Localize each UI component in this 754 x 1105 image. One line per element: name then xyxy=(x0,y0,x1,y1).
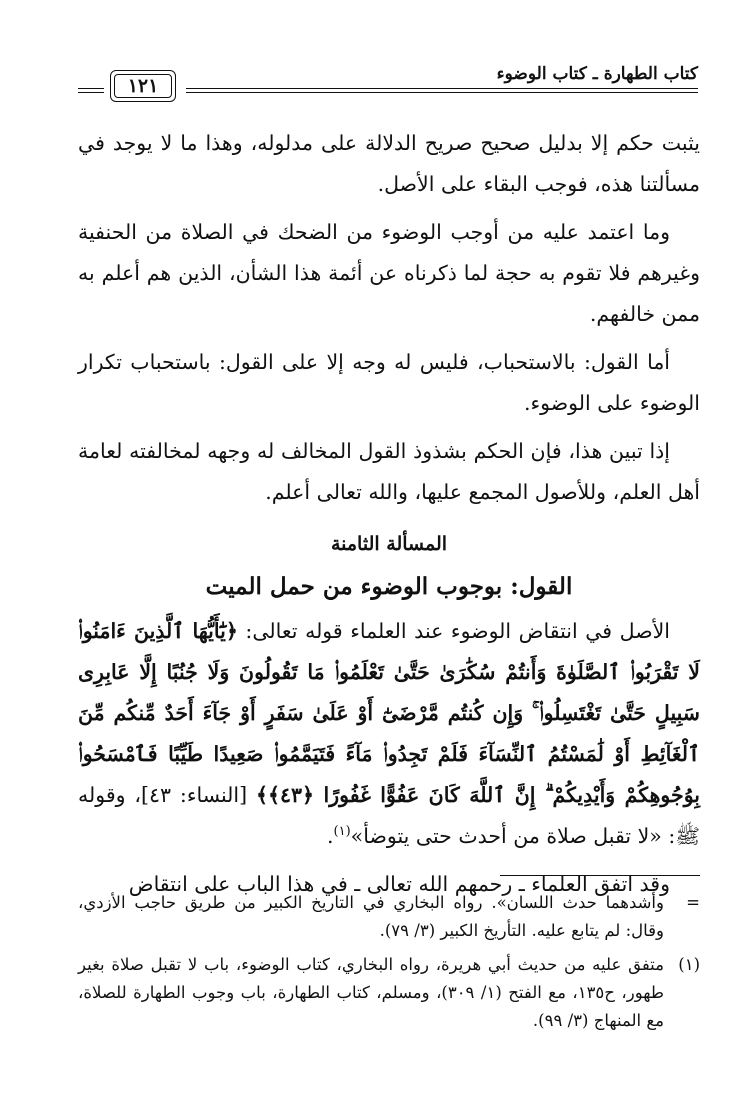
main-text xyxy=(78,123,700,912)
paragraph-2: وما اعتمد عليه من أوجب الوضوء من الضحك في الصلاة من الحنفية وغيرهم فلا تقوم به حجة لما ذكرناه عن أئمة هذا الشأن، الذين هم أعلم به ممن خالفهم. xyxy=(78,220,700,326)
footnote-text: متفق عليه من حديث أبي هريرة، رواه البخاري، كتاب الوضوء، باب لا تقبل صلاة بغير طهور، ح١٣٥، مع الفتح (١/ ٣٠٩)، ومسلم، كتاب الطهارة، باب وجوب الطهارة للصلاة، مع المنهاج (٣/ ٩٩). xyxy=(78,955,664,1030)
footnote-text: وأشدهما حدث اللسان». رواه البخاري في التاريخ الكبير من طريق حاجب الأزدي، وقال: لم يتابع عليه. التأريخ الكبير (٣/ ٧٩). xyxy=(78,893,664,940)
paragraph-5 xyxy=(78,611,700,857)
paragraph-5-intro: الأصل في انتقاض الوضوء عند العلماء قوله تعالى: xyxy=(237,619,670,643)
footnotes xyxy=(78,889,700,1041)
header-rule-left-inner xyxy=(78,92,104,93)
page-header xyxy=(78,62,698,102)
quran-verse: ﴿يَٰٓأَيُّهَا ٱلَّذِينَ ءَامَنُوا۟ لَا تَقْرَبُوا۟ ٱلصَّلَوٰةَ وَأَنتُمْ سُكَٰرَىٰ حَتَّىٰ تَعْلَمُوا۟ مَا تَقُولُونَ وَلَا جُنُبًا إِلَّا عَابِرِى سَبِيلٍ حَتَّىٰ تَغْتَسِلُوا۟ ۚ وَإِن كُنتُم مَّرْضَىٰٓ أَوْ عَلَىٰ سَفَرٍ أَوْ جَآءَ أَحَدٌ مِّنكُم مِّنَ ٱلْغَآئِطِ أَوْ لَٰمَسْتُمُ ٱلنِّسَآءَ فَلَمْ تَجِدُوا۟ مَآءً فَتَيَمَّمُوا۟ صَعِيدًا طَيِّبًا فَٱمْسَحُوا۟ بِوُجُوهِكُمْ وَأَيْدِيكُمْ ۗ إِنَّ ٱللَّهَ كَانَ عَفُوًّا غَفُورًا ﴿٤٣﴾﴾ xyxy=(78,619,700,807)
main-heading: القول: بوجوب الوضوء من حمل الميت xyxy=(205,573,573,600)
paragraph-6: وقد اتفق العلماء ـ رحمهم الله تعالى ـ في هذا الباب على انتقاض xyxy=(128,872,670,896)
header-rule xyxy=(186,88,698,89)
footnote-marker: = xyxy=(686,893,700,912)
footnote-item xyxy=(78,951,700,1035)
paragraph-3: أما القول: بالاستحباب، فليس له وجه إلا على القول: باستحباب تكرار الوضوء على الوضوء. xyxy=(78,350,700,415)
running-title: كتاب الطهارة ـ كتاب الوضوء xyxy=(496,64,698,84)
paragraph-1: يثبت حكم إلا بدليل صحيح صريح الدلالة على مدلوله، وهذا ما لا يوجد في مسألتنا هذه، فوجب البقاء على الأصل. xyxy=(78,131,700,196)
footnote-item xyxy=(78,889,700,945)
header-rule-left xyxy=(78,88,104,89)
footnote-separator xyxy=(500,875,700,876)
paragraph-5-end: . xyxy=(327,824,334,848)
section-title: المسألة الثامنة xyxy=(330,533,448,555)
footnote-marker: (١) xyxy=(678,955,700,974)
footnote-reference: (١) xyxy=(333,824,351,840)
header-rule-inner xyxy=(186,92,698,93)
paragraph-4: إذا تبين هذا، فإن الحكم بشذوذ القول المخالف له وجهه لمخالفته لعامة أهل العلم، وللأصول المجمع عليها، والله تعالى أعلم. xyxy=(78,439,700,504)
paragraph-5-reference: [النساء: ٤٣]، وقوله ﷺ: «لا تقبل صلاة من أحدث حتى يتوضأ» xyxy=(78,783,700,848)
page-number: ١٢١ xyxy=(110,70,176,102)
